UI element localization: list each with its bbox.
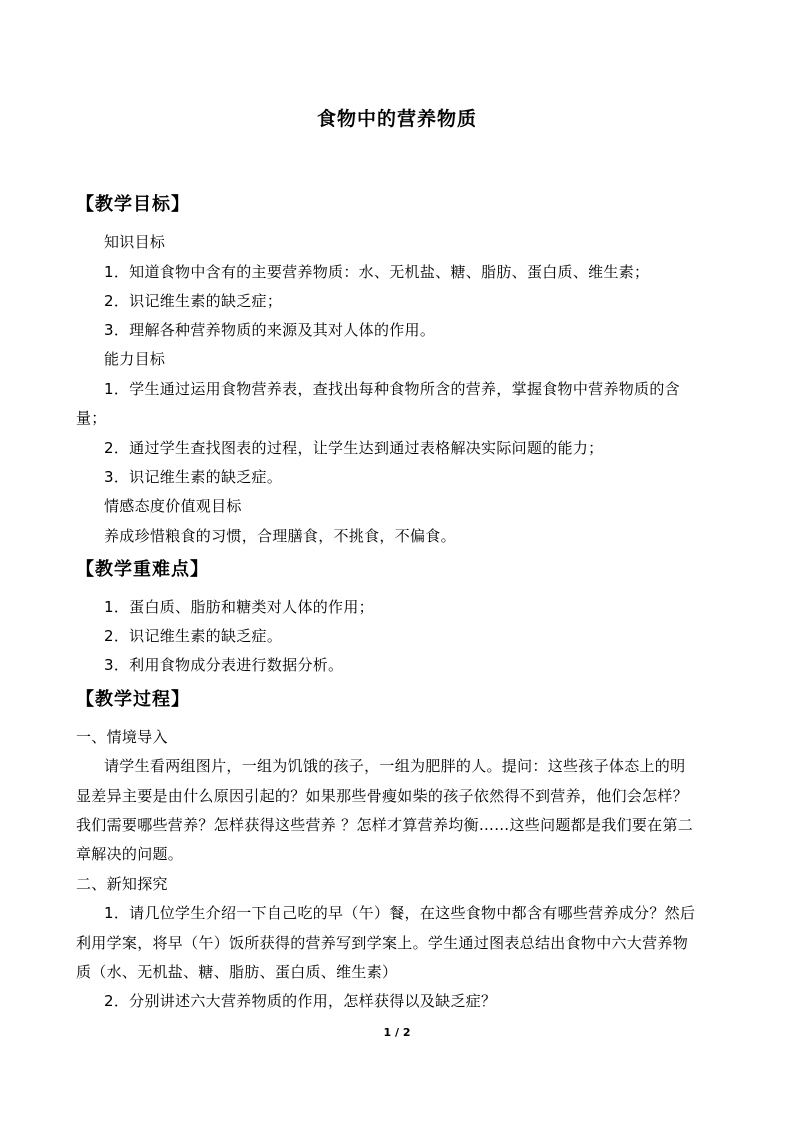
part2-label: 二、新知探究	[76, 875, 168, 893]
knowledge-label: 知识目标	[104, 233, 166, 251]
keypoint-item-2: 2．识记维生素的缺乏症。	[104, 627, 283, 645]
ability-item-3: 3．识记维生素的缺乏症。	[104, 468, 283, 486]
ability-item-2: 2．通过学生查找图表的过程，让学生达到通过表格解决实际问题的能力；	[104, 439, 604, 457]
part2-line-1: 1．请几位学生介绍一下自己吃的早（午）餐，在这些食物中都含有哪些营养成分？然后	[104, 904, 696, 922]
page-number: 1 / 2	[383, 1026, 411, 1039]
keypoint-item-1: 1．蛋白质、脂肪和糖类对人体的作用；	[104, 598, 374, 616]
part2-line-2: 利用学案，将早（午）饭所获得的营养写到学案上。学生通过图表总结出食物中六大营养物	[76, 934, 689, 952]
emotion-text: 养成珍惜粮食的习惯，合理膳食，不挑食，不偏食。	[104, 527, 456, 545]
knowledge-item-2: 2．识记维生素的缺乏症；	[104, 292, 283, 310]
knowledge-item-1: 1．知道食物中含有的主要营养物质：水、无机盐、糖、脂肪、蛋白质、维生素；	[104, 263, 650, 281]
ability-item-1-line-1: 1．学生通过运用食物营养表，查找出每种食物所含的营养，掌握食物中营养物质的含	[104, 380, 680, 398]
emotion-label: 情感态度价值观目标	[104, 497, 242, 515]
ability-item-1-line-2: 量；	[76, 409, 107, 427]
part1-line-4: 章解决的问题。	[76, 845, 184, 863]
ability-label: 能力目标	[104, 350, 166, 368]
part2-line-3: 质（水、无机盐、糖、脂肪、蛋白质、维生素）	[76, 963, 398, 981]
part1-line-1: 请学生看两组图片，一组为饥饿的孩子，一组为肥胖的人。提问：这些孩子体态上的明	[104, 757, 686, 775]
process-heading: 【教学过程】	[76, 689, 190, 710]
knowledge-item-3: 3．理解各种营养物质的来源及其对人体的作用。	[104, 321, 436, 339]
keypoints-heading: 【教学重难点】	[76, 559, 209, 580]
part1-label: 一、情境导入	[76, 728, 168, 746]
keypoint-item-3: 3．利用食物成分表进行数据分析。	[104, 656, 344, 674]
part2-line-4: 2．分别讲述六大营养物质的作用，怎样获得以及缺乏症？	[104, 992, 497, 1010]
part1-line-3: 我们需要哪些营养？怎样获得这些营养 ？怎样才算营养均衡……这些问题都是我们要在第二	[76, 816, 694, 834]
objectives-heading: 【教学目标】	[76, 194, 190, 215]
page-title: 食物中的营养物质	[316, 108, 477, 130]
part1-line-2: 显差异主要是由什么原因引起的？如果那些骨瘦如柴的孩子依然得不到营养，他们会怎样？	[76, 787, 689, 805]
